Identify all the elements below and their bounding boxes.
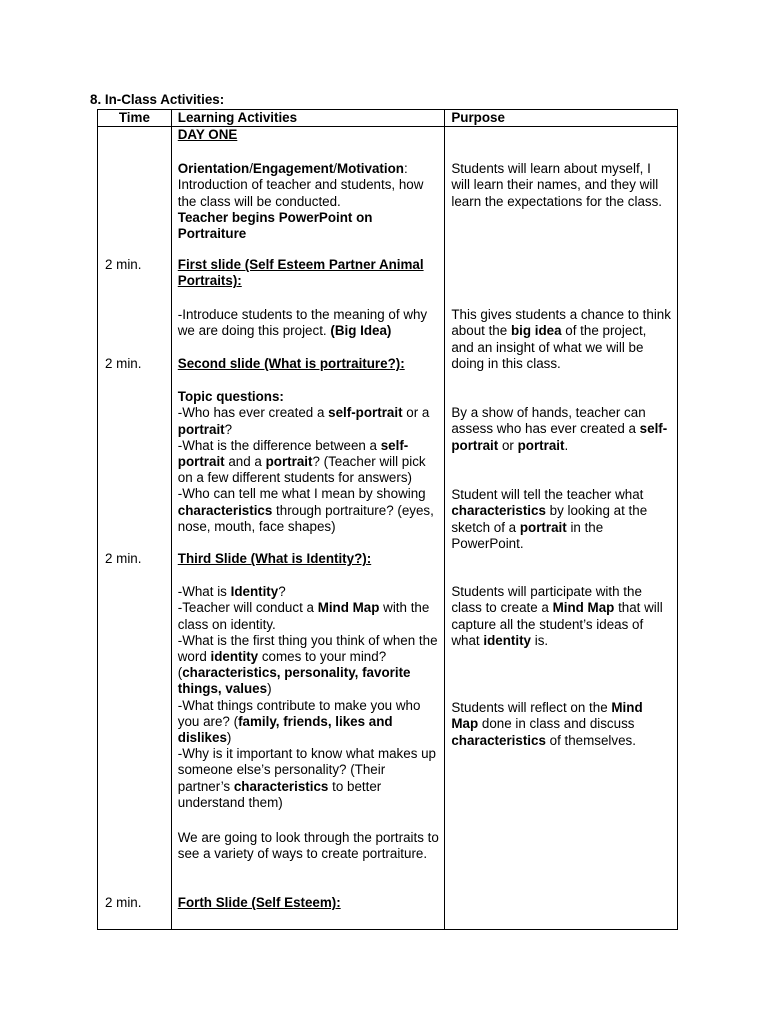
activities-table [97,109,678,930]
purpose-mind-map: Students will participate with the class to create a Mind Map that will capture all the student’s ideas of what identity is. [451,584,663,648]
slide2-questions: Topic questions: -Who has ever created a self-portrait or a portrait? -What is the difference between a self-portrait and a portrait? (Teacher will pick on a few different students for answers) -Who can tell me what I mean by showing characteristics through portraiture? (eyes, nose, mouth, face shapes) [177,389,434,534]
time-slide4: 2 min. [105,895,142,911]
table-header-row [98,110,678,127]
column-header-activities: Learning Activities [171,110,445,127]
slide1-title: First slide (Self Esteem Partner Animal Portraits): [177,257,424,289]
slide2-title: Second slide (What is portraiture?): [177,356,405,372]
column-header-time: Time [98,110,172,127]
purpose-big-idea: This gives students a chance to think about the big idea of the project, and an insight of what we will be doing in this class. [451,307,671,371]
table-body-row [98,127,678,930]
purpose-cell [445,127,678,930]
purpose-show-of-hands: By a show of hands, teacher can assess who has ever created a self-portrait or portrait. [451,405,668,453]
purpose-characteristics: Student will tell the teacher what characteristics by looking at the sketch of a portrait in the PowerPoint. [451,487,648,551]
time-slide3: 2 min. [105,551,142,567]
day-one-label: DAY ONE [177,127,238,143]
orientation-block: Orientation/Engagement/Motivation: Introduction of teacher and students, how the class will be conducted. Teacher begins PowerPoint on Portraiture [177,161,424,242]
slide4-title: Forth Slide (Self Esteem): [177,895,341,911]
look-through-portraits: We are going to look through the portraits to see a variety of ways to create portraiture. [177,830,439,862]
slide3-title: Third Slide (What is Identity?): [177,551,372,567]
slide1-intro: -Introduce students to the meaning of why we are doing this project. (Big Idea) [177,307,428,339]
slide3-questions: -What is Identity? -Teacher will conduct a Mind Map with the class on identity. -What is the first thing you think of when the word identity comes to your mind? (characteristics, personality, favorite things, values) -What things contribute to make you who you are? (family, friends, likes and dislikes) -Why is it important to know what makes up someone else’s personality? (Their partner’s characteristics to better understand them) [177,584,438,810]
purpose-reflect: Students will reflect on the Mind Map done in class and discuss characteristics of themselves. [451,700,643,748]
activities-cell [171,127,445,930]
time-slide2: 2 min. [105,356,142,372]
column-header-purpose: Purpose [445,110,678,127]
purpose-orientation: Students will learn about myself, I will learn their names, and they will learn the expectations for the class. [451,161,663,209]
time-slide1: 2 min. [105,257,142,273]
time-cell [98,127,172,930]
section-heading: 8. In-Class Activities: [90,92,225,107]
